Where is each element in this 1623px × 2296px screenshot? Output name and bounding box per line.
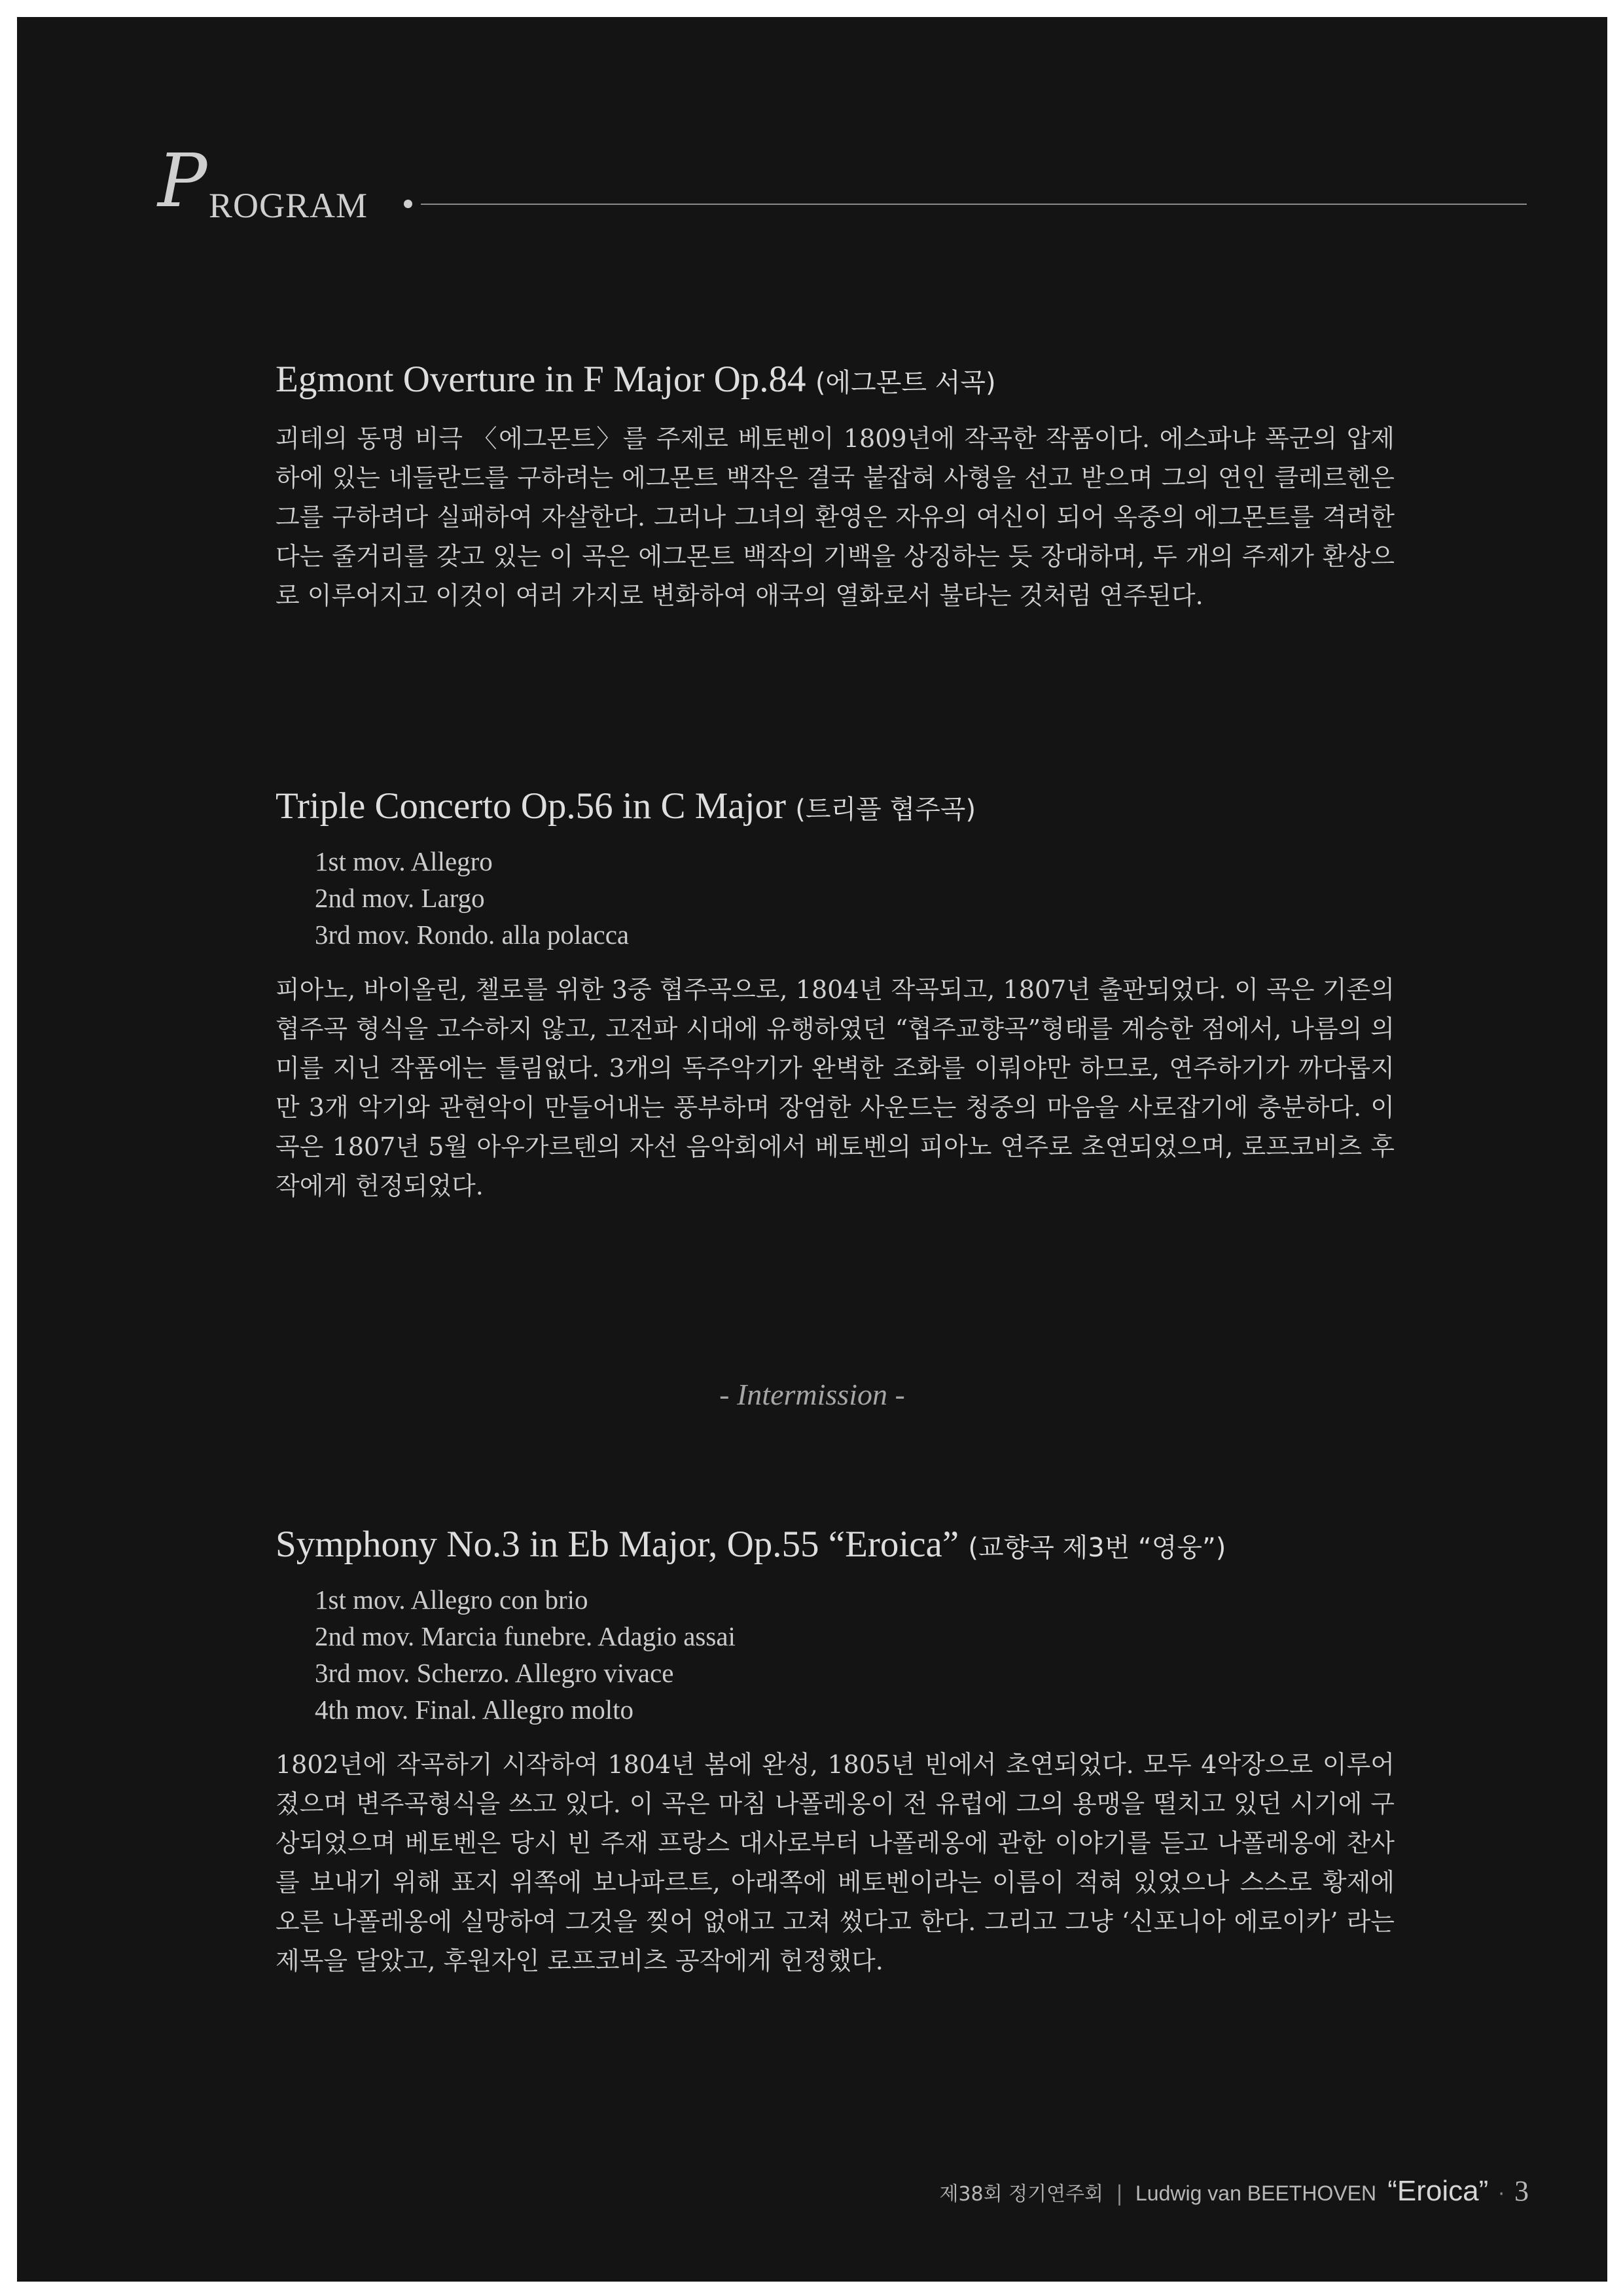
piece-egmont xyxy=(276,357,1395,615)
movement-list xyxy=(315,1581,1395,1728)
piece-description: 괴테의 동명 비극 〈에그몬트〉를 주제로 베토벤이 1809년에 작곡한 작품이다. 에스파냐 폭군의 압제하에 있는 네들란드를 구하려는 에그몬트 백작은 결국 붙잡혀 사형을 선고 받으며 그의 연인 클레르헨은 그를 구하려다 실패하여 자살한다. 그러나 그녀의 환영은 자유의 여신이 되어 옥중의 에그몬트를 격려한다는 줄거리를 갖고 있는 이 곡은 에그몬트 백작의 기백을 상징하는 듯 장대하며, 두 개의 주제가 환상으로 이루어지고 이것이 여러 가지로 변화하여 애국의 열화로서 불타는 것처럼 연주된다. xyxy=(276,424,1395,611)
piece-title xyxy=(276,357,1395,402)
bullet-dot xyxy=(404,200,412,208)
piece-title-ko: (트리플 협주곡) xyxy=(795,795,976,825)
footer-separator: | xyxy=(1116,2181,1123,2206)
piece-title-ko: (에그몬트 서곡) xyxy=(815,368,996,398)
piece-title-en: Symphony No.3 in Eb Major, Op.55 “Eroica” xyxy=(276,1524,959,1565)
piece-triple-concerto xyxy=(276,784,1395,1206)
piece-title-en: Egmont Overture in F Major Op.84 xyxy=(276,359,806,400)
movement-item: 1st mov. Allegro xyxy=(315,846,493,877)
footer-dot: · xyxy=(1498,2183,1505,2206)
page-number: 3 xyxy=(1514,2175,1529,2207)
piece-title xyxy=(276,1522,1395,1567)
header-initial: P xyxy=(158,139,207,224)
movement-item: 2nd mov. Largo xyxy=(315,883,485,914)
header-rule xyxy=(421,204,1527,205)
piece-title xyxy=(276,784,1395,829)
piece-description: 1802년에 작곡하기 시작하여 1804년 봄에 완성, 1805년 빈에서 초연되었다. 모두 4악장으로 이루어졌으며 변주곡형식을 쓰고 있다. 이 곡은 마침 나폴레옹이 전 유럽에 그의 용맹을 떨치고 있던 시기에 구상되었으며 베토벤은 당시 빈 주재 프랑스 대사로부터 나폴레옹에 관한 이야기를 듣고 나폴레옹에 찬사를 보내기 위해 표지 위쪽에 보나파르트, 아래쪽에 베토벤이라는 이름이 적혀 있었으나 스스로 황제에 오른 나폴레옹에 실망하여 그것을 찢어 없애고 고쳐 썼다고 한다. 그리고 그냥 ‘신포니아 에로이카’ 라는 제목을 달았고, 후원자인 로프코비츠 공작에게 헌정했다. xyxy=(276,1750,1395,1976)
footer-concert: 제38회 정기연주회 xyxy=(939,2183,1104,2206)
movement-item: 4th mov. Final. Allegro molto xyxy=(315,1695,634,1725)
piece-title-ko: (교향곡 제3번 “영웅”) xyxy=(968,1533,1226,1563)
movement-item: 3rd mov. Rondo. alla polacca xyxy=(315,920,630,950)
footer-composer: Ludwig van BEETHOVEN xyxy=(1135,2181,1377,2205)
page-footer xyxy=(939,2174,1529,2208)
intermission-label: - Intermission - xyxy=(719,1378,905,1411)
movement-list xyxy=(315,843,1395,953)
piece-eroica xyxy=(276,1522,1395,1981)
movement-item: 1st mov. Allegro con brio xyxy=(315,1585,588,1615)
footer-work: “Eroica” xyxy=(1387,2175,1489,2207)
movement-item: 3rd mov. Scherzo. Allegro vivace xyxy=(315,1658,674,1689)
piece-title-en: Triple Concerto Op.56 in C Major xyxy=(276,785,787,827)
header-title: ROGRAM xyxy=(209,186,368,225)
program-header xyxy=(158,139,1532,225)
movement-item: 2nd mov. Marcia funebre. Adagio assai xyxy=(315,1621,736,1652)
program-page xyxy=(17,17,1607,2282)
piece-description: 피아노, 바이올린, 첼로를 위한 3중 협주곡으로, 1804년 작곡되고, 1807년 출판되었다. 이 곡은 기존의 협주곡 형식을 고수하지 않고, 고전파 시대에 유행하였던 “협주교향곡”형태를 계승한 점에서, 나름의 의미를 지닌 작품에는 틀림없다. 3개의 독주악기가 완벽한 조화를 이뤄야만 하므로, 연주하기가 까다롭지만 3개 악기와 관현악이 만들어내는 풍부하며 장엄한 사운드는 청중의 마음을 사로잡기에 충분하다. 이 곡은 1807년 5월 아우가르텐의 자선 음악회에서 베토벤의 피아노 연주로 초연되었으며, 로프코비츠 후작에게 헌정되었다. xyxy=(276,975,1395,1201)
